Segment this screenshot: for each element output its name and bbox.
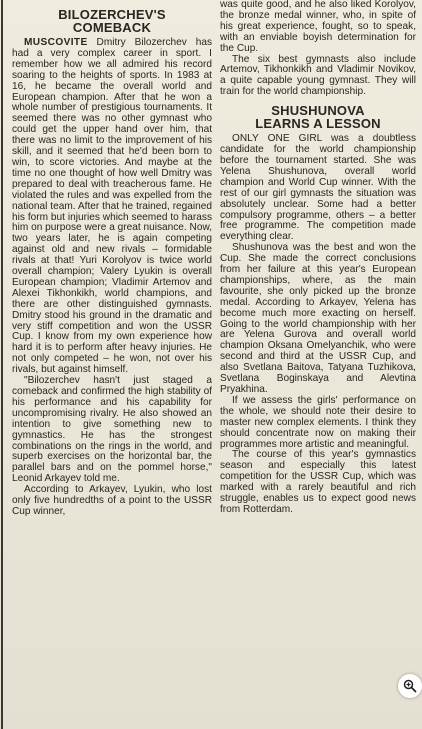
article1-paragraph-4: The six best gymnasts also include Artemov, Tikhonkikh and Vladimir Novikov, a quite capable young gymnast. They will train for the world championship. (220, 53, 416, 98)
article1-paragraph-3-continued: was quite good, and he also liked Korolyov, the bronze medal winner, who, in spite of his great experience, fought, so to speak, with an enviable boyish determination for the Cup. (220, 0, 416, 54)
article2-paragraph-3: If we assess the girls' performance on the whole, we should note their desire to master new complex elements. I think they should concentrate now on making their programmes more artistic and meaningful. (220, 394, 416, 450)
article2-paragraph-2: Shushunova was the best and won the Cup. She made the correct conclusions from her failure at this year's European championships, where, as the main favourite, she only picked up the bronze medal. According to Arkayev, Yelena has become much more exacting on herself. Going to the world championship with her are Yelena Gurova and overall world champion Oksana Omelyanchik, who were second and third at the USSR Cup, and also Svetlana Baitova, Tatyana Tuzhikova, Svetlana Boginskaya and Alevtina Pryakhina. (220, 242, 416, 395)
zoom-in-icon (403, 679, 417, 693)
article1-paragraph-2: "Bilozerchev hasn't just staged a comeback and confirmed the high stability of his performance and his capability for uncompromising rivalry. He also showed an intention to give something new to gymnastics. He has the strongest combinations on the rings in the world, and superb exercises on the horizontal bar, the parallel bars and on the pommel horse," Leonid Arkayev told me. (12, 375, 212, 485)
article1-paragraph-1 (12, 38, 212, 376)
article2-paragraph-1: ONLY ONE GIRL was a doubtless candidate for the world championship before the tournament started. She was Yelena Shushunova, overall world champion and World Cup winner. With the rest of our girl gymnasts the situation was absolutely unclear. Some had a better compulsory programme, others – a better free programme. The competition made everything clear. (220, 133, 416, 243)
article1-dateline: MUSCOVITE (24, 37, 88, 48)
article1-paragraph-1-text: Dmitry Bilozerchev has had a very complex career in sport. I remember how we all admired his record soaring to the heights of sports. In 1983 at 16, he became the overall world and European champion. After that he won a whole number of prestigious tournaments. It seemed there was no other gymnast who could get the upper hand over him, that there was no limit to the improvement of his skill, and it seemed that he'd been born to win, to score victories. And maybe at the time no one thought of how well Dmitry was prepared to deal with treacherous fame. He violated the rules and was expelled from the national team. After that he trained, regained his form but injuries which seemed to harass him on purpose were a great nuisance. Now, two years later, he is again competing against old and new rivals – formidable rivals at that! Yuri Korolyov is twice world overall champion; Valery Lyukin is overall European champion; Vladimir Artemov and Alexei Tikhonkikh, world champions, and there are other distinguished gymnasts. Dmitry stood his ground in the dramatic and very stiff competition and won the USSR Cup. I know from my own experience how hard it is to perform after heavy injuries. He not only competed – he won, not over his rivals, but against himself. (12, 37, 212, 376)
left-column (12, 0, 212, 518)
article2-headline-line1: SHUSHUNOVA (271, 103, 365, 119)
article2-paragraph-4: The course of this year's gymnastics season and especially this latest competition for the USSR Cup, which was marked with a rarely beautiful and rich struggle, enables us to expect good news from Rotterdam. (220, 449, 416, 515)
article2-headline-line2: LEARNS A LESSON (255, 116, 381, 132)
article1-headline-line1: BILOZERCHEV'S (58, 7, 166, 22)
column-rule (1, 0, 3, 729)
zoom-button[interactable] (398, 674, 422, 698)
article1-headline-line2: COMEBACK (72, 20, 152, 35)
right-column (220, 0, 416, 516)
article1-paragraph-3: According to Arkayev, Lyukin, who lost only five hundredths of a point to the USSR Cup winner, (12, 484, 212, 517)
